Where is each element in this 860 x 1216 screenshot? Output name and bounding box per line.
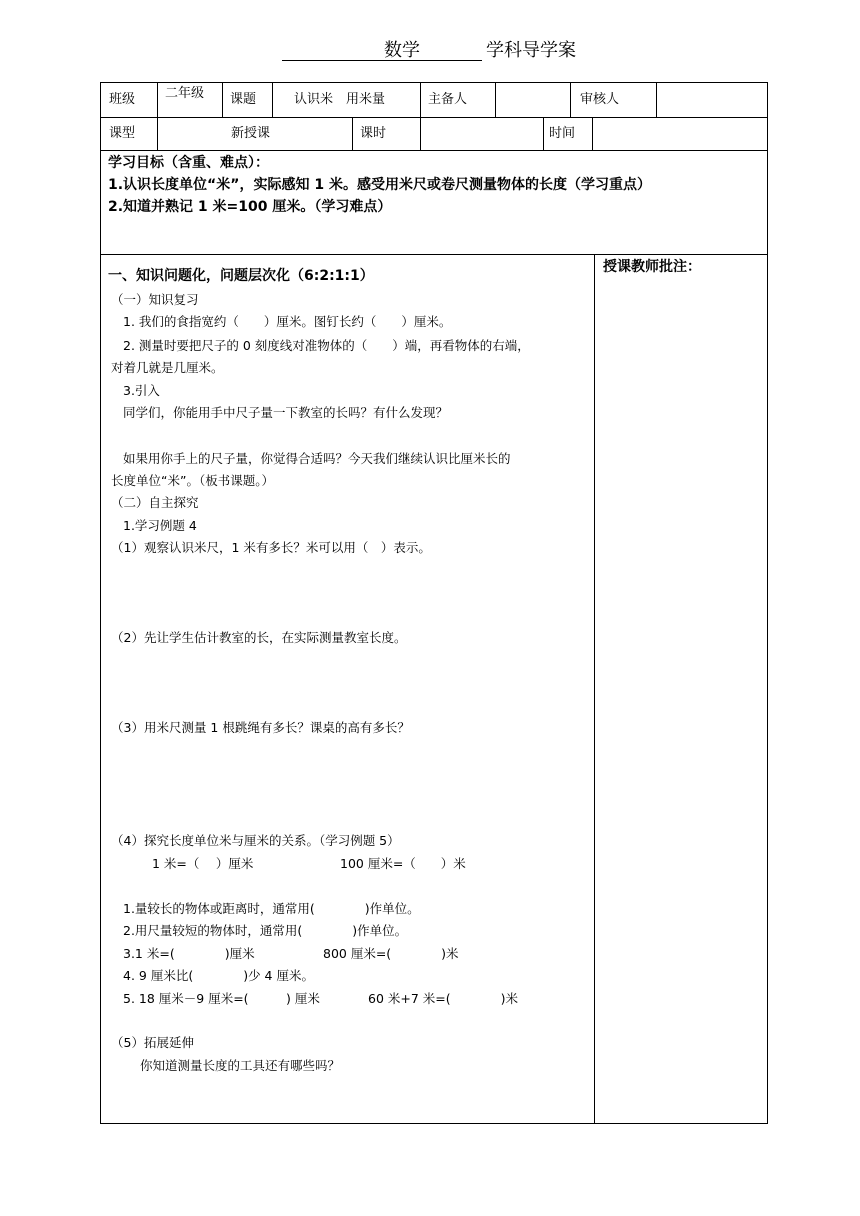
- explore-title: （二）自主探究: [111, 495, 199, 510]
- teacher-note-heading: 授课教师批注：: [603, 259, 701, 275]
- title-subject: 数学: [384, 40, 420, 61]
- row-divider: [100, 150, 768, 151]
- type-label: 课型: [109, 126, 136, 141]
- title-suffix: 学科导学案: [486, 40, 576, 61]
- step-4: （4）探究长度单位米与厘米的关系。（学习例题 5）: [111, 833, 400, 848]
- exercise-3b: 800 厘米=( )米: [323, 946, 459, 961]
- exercise-2: 2.用尺量较短的物体时，通常用( )作单位。: [123, 923, 408, 938]
- intro-question-1: 同学们，你能用手中尺子量一下教室的长吗？有什么发现？: [123, 405, 449, 420]
- review-question-2: 2. 测量时要把尺子的 0 刻度线对准物体的（ ）端，再看物体的右端，: [123, 338, 530, 353]
- exercise-5a: 5. 18 厘米－9 厘米=( ) 厘米: [123, 991, 320, 1006]
- col-divider: [157, 82, 158, 150]
- objectives-heading: 学习目标（含重、难点）：: [108, 155, 269, 171]
- col-divider: [656, 82, 657, 117]
- col-divider: [222, 82, 223, 117]
- section-title: 一、知识问题化，问题层次化（6:2:1:1）: [108, 268, 374, 284]
- title-underline: [282, 60, 482, 61]
- row-divider: [100, 254, 768, 255]
- review-question-1: 1. 我们的食指宽约（ ）厘米。图钉长约（ ）厘米。: [123, 314, 452, 329]
- step-1: （1）观察认识米尺，1 米有多长？米可以用（ ）表示。: [111, 540, 431, 555]
- extend-question: 你知道测量长度的工具还有哪些吗？: [140, 1058, 341, 1073]
- notes-column-divider: [594, 254, 595, 1124]
- col-divider: [420, 82, 421, 150]
- review-title: （一）知识复习: [111, 292, 199, 307]
- col-divider: [272, 82, 273, 117]
- extend-title: （5）拓展延伸: [111, 1035, 194, 1050]
- col-divider: [570, 82, 571, 117]
- document-title: [282, 36, 602, 62]
- hours-label: 课时: [360, 126, 387, 141]
- step-3: （3）用米尺测量 1 根跳绳有多长？课桌的高有多长？: [111, 720, 410, 735]
- class-value: 二年级: [165, 86, 205, 101]
- class-label: 班级: [109, 92, 136, 107]
- objective-item: 1.认识长度单位“米”，实际感知 1 米。感受用米尺或卷尺测量物体的长度（学习重点）: [108, 177, 651, 193]
- exercise-3a: 3.1 米=( )厘米: [123, 946, 255, 961]
- col-divider: [543, 117, 544, 150]
- example-4-title: 1.学习例题 4: [123, 518, 197, 533]
- col-divider: [352, 117, 353, 150]
- topic-label: 课题: [230, 92, 257, 107]
- row-divider: [100, 117, 768, 118]
- col-divider: [495, 82, 496, 117]
- intro-question-2-cont: 长度单位“米”。（板书课题。）: [111, 473, 274, 488]
- exercise-5b: 60 米+7 米=( )米: [368, 991, 519, 1006]
- intro-title: 3.引入: [123, 383, 160, 398]
- step-2: （2）先让学生估计教室的长，在实际测量教室长度。: [111, 630, 407, 645]
- exercise-4: 4. 9 厘米比( )少 4 厘米。: [123, 968, 314, 983]
- reviewer-label: 审核人: [580, 92, 620, 107]
- exercise-1: 1.量较长的物体或距离时，通常用( )作单位。: [123, 901, 420, 916]
- conversion-b: 100 厘米=（ ）米: [340, 856, 466, 871]
- time-label: 时间: [549, 126, 576, 141]
- conversion-a: 1 米=（ ）厘米: [152, 856, 254, 871]
- objective-item: 2.知道并熟记 1 米=100 厘米。（学习难点）: [108, 199, 392, 215]
- col-divider: [592, 117, 593, 150]
- type-value: 新授课: [231, 126, 271, 141]
- preparer-label: 主备人: [428, 92, 468, 107]
- topic-value: 认识米 用米量: [294, 92, 386, 107]
- review-question-2-cont: 对着几就是几厘米。: [111, 360, 224, 375]
- intro-question-2: 如果用你手上的尺子量，你觉得合适吗？今天我们继续认识比厘米长的: [123, 451, 511, 466]
